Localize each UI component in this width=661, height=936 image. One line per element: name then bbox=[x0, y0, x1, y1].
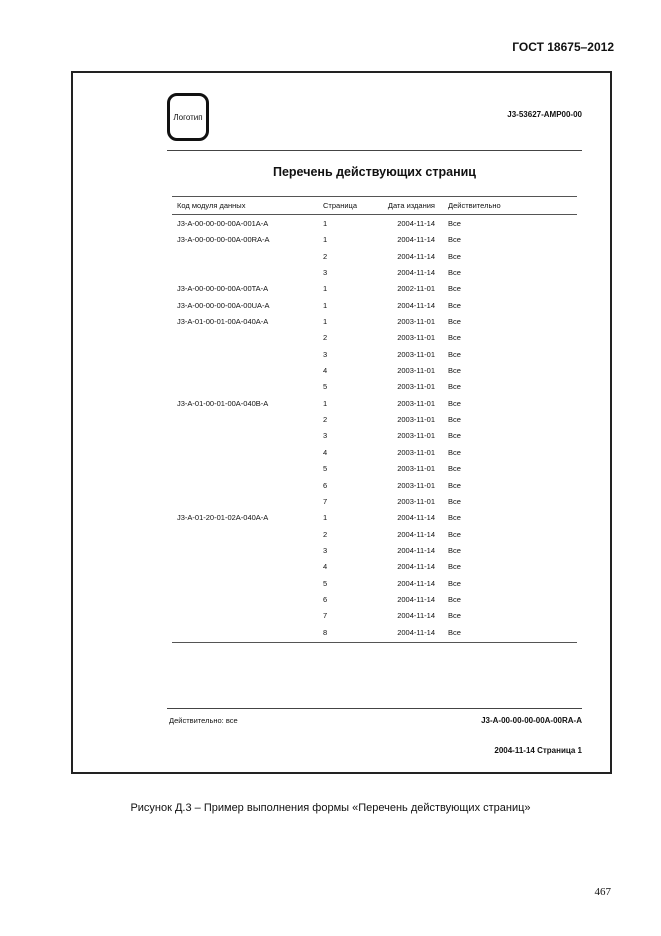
cell-page: 7 bbox=[323, 496, 328, 506]
cell-page: 6 bbox=[323, 594, 328, 604]
cell-effect: Все bbox=[448, 480, 461, 490]
cell-date: 2004-11-14 bbox=[397, 594, 435, 604]
header-divider bbox=[167, 150, 582, 151]
table-row bbox=[73, 494, 610, 510]
cell-code: J3-A-00-00-00-00A-00UA-A bbox=[177, 300, 270, 310]
cell-date: 2003-11-01 bbox=[397, 333, 435, 343]
table-row bbox=[73, 576, 610, 592]
footer-divider bbox=[167, 708, 582, 709]
cell-date: 2003-11-01 bbox=[397, 431, 435, 441]
table-body bbox=[73, 216, 610, 641]
cell-date: 2004-11-14 bbox=[397, 562, 435, 572]
column-header-code: Код модуля данных bbox=[177, 201, 246, 210]
document-id: J3-53627-AMP00-00 bbox=[507, 110, 582, 119]
footer-code: J3-A-00-00-00-00A-00RA-A bbox=[481, 716, 582, 725]
cell-page: 5 bbox=[323, 382, 328, 392]
cell-date: 2004-11-14 bbox=[397, 578, 435, 588]
cell-page: 2 bbox=[323, 529, 328, 539]
table-row bbox=[73, 249, 610, 265]
table-row bbox=[73, 608, 610, 624]
table-row bbox=[73, 216, 610, 232]
cell-page: 2 bbox=[323, 251, 328, 261]
cell-effect: Все bbox=[448, 562, 461, 572]
table-row bbox=[73, 625, 610, 641]
cell-effect: Все bbox=[448, 219, 461, 228]
table-row bbox=[73, 347, 610, 363]
cell-date: 2004-11-14 bbox=[397, 545, 435, 555]
cell-effect: Все bbox=[448, 366, 461, 376]
table-row bbox=[73, 314, 610, 330]
cell-effect: Все bbox=[448, 251, 461, 261]
table-bottom-rule bbox=[172, 642, 577, 643]
cell-page: 2 bbox=[323, 415, 328, 425]
cell-date: 2004-11-14 bbox=[397, 251, 435, 261]
logo-box: Логотип bbox=[167, 93, 209, 141]
cell-code: J3-A-00-00-00-00A-00RA-A bbox=[177, 235, 270, 245]
cell-date: 2004-11-14 bbox=[397, 300, 435, 310]
cell-date: 2003-11-01 bbox=[397, 480, 435, 490]
cell-page: 4 bbox=[323, 562, 328, 572]
cell-effect: Все bbox=[448, 382, 461, 392]
cell-effect: Все bbox=[448, 545, 461, 555]
column-header-date: Дата издания bbox=[387, 201, 435, 210]
column-header-page: Страница bbox=[323, 201, 357, 210]
cell-code: J3-A-01-00-01-00A-040B-A bbox=[177, 398, 269, 408]
table-row bbox=[73, 379, 610, 395]
table-row bbox=[73, 396, 610, 412]
cell-page: 1 bbox=[323, 513, 328, 523]
cell-date: 2002-11-01 bbox=[397, 284, 435, 294]
cell-effect: Все bbox=[448, 317, 461, 327]
figure-caption: Рисунок Д.3 – Пример выполнения формы «Перечень действующих страниц» bbox=[130, 802, 531, 814]
standard-header: ГОСТ 18675–2012 bbox=[512, 40, 614, 54]
cell-date: 2003-11-01 bbox=[397, 398, 435, 408]
cell-page: 1 bbox=[323, 219, 328, 228]
cell-code: J3-A-00-00-00-00A-00TA-A bbox=[177, 284, 269, 294]
table-row bbox=[73, 363, 610, 379]
table-row bbox=[73, 527, 610, 543]
cell-code: J3-A-01-20-01-02A-040A-A bbox=[177, 513, 269, 523]
cell-page: 3 bbox=[323, 268, 328, 278]
cell-effect: Все bbox=[448, 300, 461, 310]
table-row bbox=[73, 330, 610, 346]
cell-page: 3 bbox=[323, 431, 328, 441]
footer-date-page: 2004-11-14 Страница 1 bbox=[494, 746, 582, 755]
cell-date: 2004-11-14 bbox=[397, 529, 435, 539]
cell-date: 2004-11-14 bbox=[397, 611, 435, 621]
table-row bbox=[73, 559, 610, 575]
cell-page: 4 bbox=[323, 366, 328, 376]
table-header-rule bbox=[172, 214, 577, 215]
cell-page: 1 bbox=[323, 235, 328, 245]
cell-date: 2003-11-01 bbox=[397, 317, 435, 327]
cell-date: 2003-11-01 bbox=[397, 415, 435, 425]
table-top-rule bbox=[172, 196, 577, 197]
table-row bbox=[73, 428, 610, 444]
cell-page: 8 bbox=[323, 627, 328, 637]
cell-date: 2003-11-01 bbox=[397, 464, 435, 474]
form-title: Перечень действующих страниц bbox=[272, 165, 476, 179]
cell-effect: Все bbox=[448, 529, 461, 539]
cell-date: 2003-11-01 bbox=[397, 349, 435, 359]
cell-page: 1 bbox=[323, 300, 328, 310]
cell-date: 2003-11-01 bbox=[397, 382, 435, 392]
cell-effect: Все bbox=[448, 349, 461, 359]
cell-effect: Все bbox=[448, 333, 461, 343]
table-row bbox=[73, 412, 610, 428]
cell-page: 4 bbox=[323, 447, 328, 457]
cell-page: 1 bbox=[323, 284, 328, 294]
cell-date: 2003-11-01 bbox=[397, 496, 435, 506]
cell-page: 2 bbox=[323, 333, 328, 343]
cell-page: 7 bbox=[323, 611, 328, 621]
table-row bbox=[73, 543, 610, 559]
cell-code: J3-A-00-00-00-00A-001A-A bbox=[177, 219, 269, 228]
cell-page: 3 bbox=[323, 545, 328, 555]
table-row bbox=[73, 445, 610, 461]
cell-effect: Все bbox=[448, 611, 461, 621]
cell-code: J3-A-01-00-01-00A-040A-A bbox=[177, 317, 269, 327]
footer-effectivity: Действительно: все bbox=[169, 716, 238, 725]
cell-effect: Все bbox=[448, 496, 461, 506]
cell-date: 2004-11-14 bbox=[397, 513, 435, 523]
table-row bbox=[73, 281, 610, 297]
cell-page: 1 bbox=[323, 317, 328, 327]
cell-effect: Все bbox=[448, 464, 461, 474]
table-row bbox=[73, 592, 610, 608]
cell-effect: Все bbox=[448, 513, 461, 523]
cell-effect: Все bbox=[448, 268, 461, 278]
column-header-effect: Действительно bbox=[448, 201, 501, 210]
table-header bbox=[73, 201, 610, 213]
cell-effect: Все bbox=[448, 431, 461, 441]
cell-effect: Все bbox=[448, 578, 461, 588]
table-row bbox=[73, 510, 610, 526]
table-row bbox=[73, 478, 610, 494]
cell-page: 5 bbox=[323, 578, 328, 588]
cell-effect: Все bbox=[448, 594, 461, 604]
cell-page: 1 bbox=[323, 398, 328, 408]
cell-page: 5 bbox=[323, 464, 328, 474]
cell-effect: Все bbox=[448, 398, 461, 408]
cell-page: 6 bbox=[323, 480, 328, 490]
form-frame bbox=[71, 71, 612, 774]
cell-date: 2004-11-14 bbox=[397, 627, 435, 637]
cell-date: 2003-11-01 bbox=[397, 366, 435, 376]
page-number: 467 bbox=[594, 886, 611, 898]
cell-date: 2004-11-14 bbox=[397, 235, 435, 245]
cell-date: 2003-11-01 bbox=[397, 447, 435, 457]
cell-date: 2004-11-14 bbox=[397, 219, 435, 228]
cell-page: 3 bbox=[323, 349, 328, 359]
table-row bbox=[73, 265, 610, 281]
cell-effect: Все bbox=[448, 284, 461, 294]
cell-effect: Все bbox=[448, 447, 461, 457]
table-row bbox=[73, 461, 610, 477]
cell-effect: Все bbox=[448, 235, 461, 245]
cell-effect: Все bbox=[448, 415, 461, 425]
cell-effect: Все bbox=[448, 627, 461, 637]
cell-date: 2004-11-14 bbox=[397, 268, 435, 278]
table-row bbox=[73, 298, 610, 314]
table-row bbox=[73, 232, 610, 248]
